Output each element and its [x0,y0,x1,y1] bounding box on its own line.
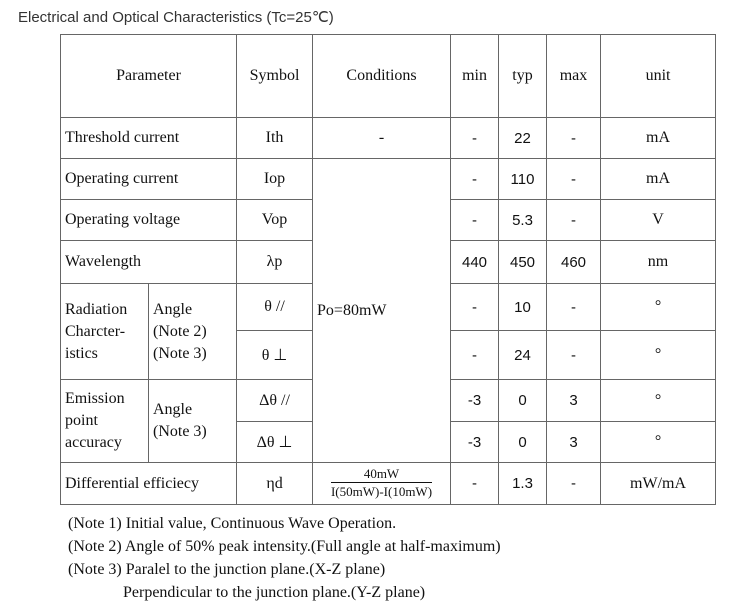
header-parameter: Parameter [61,35,237,118]
unit-cell: ° [601,422,716,463]
note-line: Perpendicular to the junction plane.(Y-Z plane) [123,584,426,601]
emission-angle-label [149,380,237,463]
max-cell: - [547,159,601,200]
conditions-cell: - [313,118,451,159]
symbol-cell: Δθ ⊥ [237,422,313,463]
radiation-label-line: Radiation [65,300,128,318]
radiation-label [61,284,149,380]
note-line: (Note 2) Angle of 50% peak intensity.(Full angle at half-maximum) [68,538,501,555]
max-cell: - [547,118,601,159]
symbol-cell: Ith [237,118,313,159]
symbol-cell: Δθ // [237,380,313,422]
radiation-sub-line: Angle [153,300,193,318]
unit-cell: mA [601,159,716,200]
fraction-numerator: 40mW [331,466,432,483]
unit-cell: mA [601,118,716,159]
header-max: max [547,35,601,118]
typ-cell: 450 [499,241,547,284]
note-line: (Note 1) Initial value, Continuous Wave Operation. [68,515,397,532]
symbol-cell: λp [237,241,313,284]
emission-label [61,380,149,463]
min-cell: - [451,284,499,331]
min-cell: - [451,159,499,200]
radiation-sub-line: (Note 2) [153,322,207,340]
min-cell: -3 [451,380,499,422]
radiation-label-line: istics [65,344,98,362]
unit-cell: mW/mA [601,463,716,505]
radiation-label-line: Charcter- [65,322,126,340]
header-row [61,35,716,118]
table-title: Electrical and Optical Characteristics (Tc=25℃) [18,9,334,26]
parameter-cell: Wavelength [61,241,237,284]
typ-cell: 22 [499,118,547,159]
unit-cell: ° [601,284,716,331]
symbol-cell: θ ⊥ [237,331,313,380]
typ-cell: 1.3 [499,463,547,505]
note-line: (Note 3) Paralel to the junction plane.(X-Z plane) [68,561,386,578]
min-cell: - [451,331,499,380]
symbol-cell: ηd [237,463,313,505]
parameter-cell: Operating current [61,159,237,200]
max-cell: - [547,331,601,380]
header-typ: typ [499,35,547,118]
max-cell: 3 [547,422,601,463]
header-unit: unit [601,35,716,118]
max-cell: - [547,284,601,331]
table-row [61,463,716,505]
typ-cell: 10 [499,284,547,331]
table-row [61,159,716,200]
symbol-cell: Vop [237,200,313,241]
header-conditions: Conditions [313,35,451,118]
characteristics-table [60,34,716,505]
min-cell: 440 [451,241,499,284]
min-cell: -3 [451,422,499,463]
max-cell: - [547,463,601,505]
symbol-cell: Iop [237,159,313,200]
max-cell: 460 [547,241,601,284]
radiation-sub-line: (Note 3) [153,344,207,362]
emission-label-line: Emission [65,390,125,407]
emission-label-line: accuracy [65,434,122,451]
unit-cell: V [601,200,716,241]
emission-sub-line: (Note 3) [153,423,207,440]
min-cell: - [451,463,499,505]
table-row [61,118,716,159]
parameter-cell: Operating voltage [61,200,237,241]
min-cell: - [451,118,499,159]
unit-cell: ° [601,331,716,380]
emission-label-line: point [65,412,98,429]
max-cell: 3 [547,380,601,422]
unit-cell: nm [601,241,716,284]
notes-section [68,512,501,604]
typ-cell: 0 [499,422,547,463]
typ-cell: 0 [499,380,547,422]
efficiency-fraction [331,466,432,499]
header-symbol: Symbol [237,35,313,118]
shared-condition-cell: Po=80mW [313,159,451,463]
efficiency-condition-cell [313,463,451,505]
parameter-cell: Differential efficiecy [61,463,237,505]
min-cell: - [451,200,499,241]
max-cell: - [547,200,601,241]
typ-cell: 5.3 [499,200,547,241]
radiation-angle-label [149,284,237,380]
parameter-cell: Threshold current [61,118,237,159]
typ-cell: 110 [499,159,547,200]
typ-cell: 24 [499,331,547,380]
symbol-cell: θ // [237,284,313,331]
fraction-denominator: I(50mW)-I(10mW) [330,484,433,499]
unit-cell: ° [601,380,716,422]
header-min: min [451,35,499,118]
emission-sub-line: Angle [153,401,193,418]
